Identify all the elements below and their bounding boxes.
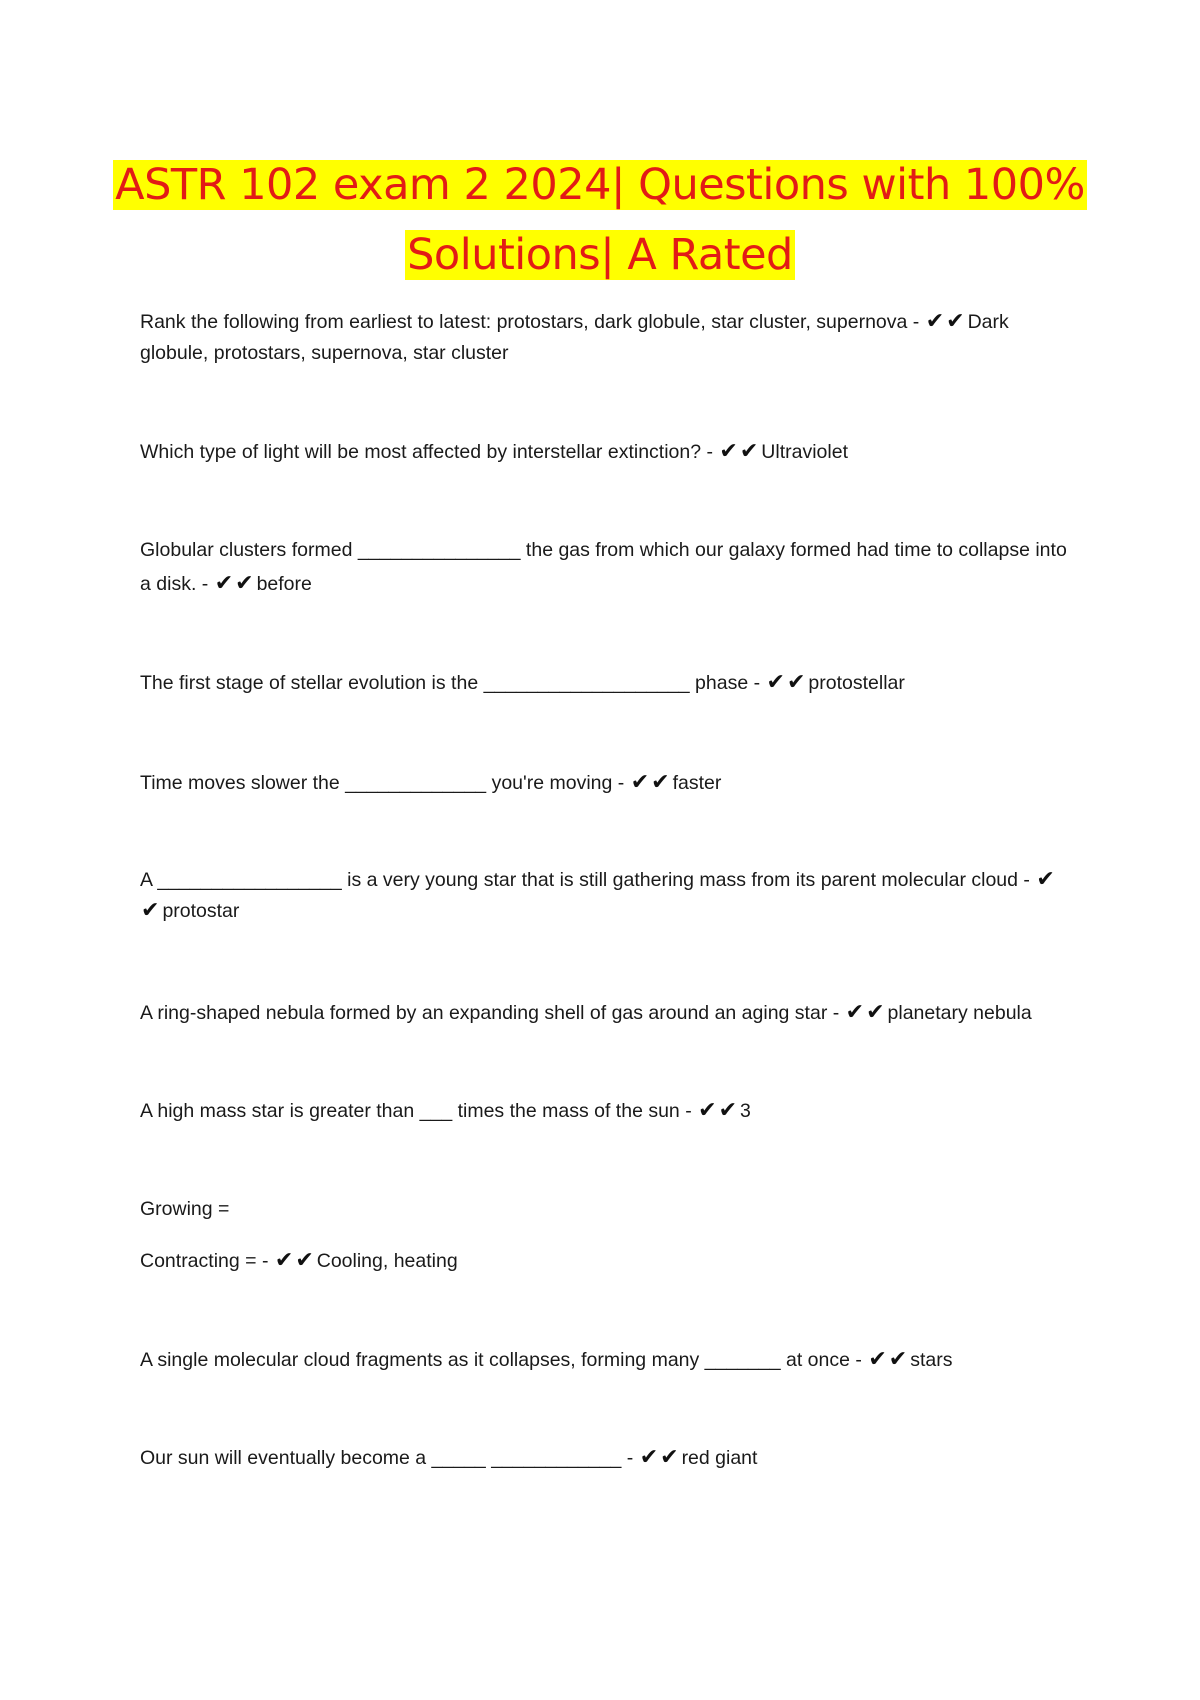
check-icon: ✔	[719, 439, 738, 464]
qa-item-5	[140, 768, 1070, 799]
check-icon: ✔	[739, 439, 759, 464]
qa-item-9-line-2	[140, 1246, 1070, 1277]
separator-dash: -	[701, 441, 719, 463]
document-title	[100, 150, 1100, 290]
check-icon: ✔	[295, 1248, 314, 1273]
qa-item-8	[140, 1096, 1070, 1127]
check-icon: ✔	[698, 1098, 717, 1123]
qa-item-4	[140, 668, 1070, 699]
answer-text: 3	[740, 1100, 751, 1122]
question-text-line-1: Growing =	[140, 1198, 230, 1220]
check-icon: ✔	[718, 1098, 737, 1123]
check-icon: ✔	[214, 571, 234, 596]
answer-text: Cooling, heating	[316, 1250, 458, 1272]
check-icon: ✔	[866, 1000, 885, 1025]
check-icon: ✔	[925, 309, 945, 334]
check-icon: ✔	[786, 670, 806, 695]
answer-text: Ultraviolet	[761, 441, 848, 463]
check-icon: ✔	[141, 898, 160, 923]
title-line-1: ASTR 102 exam 2 2024| Questions with 100%	[115, 160, 1085, 210]
check-icon: ✔	[845, 1000, 865, 1025]
qa-item-11	[140, 1443, 1070, 1474]
check-icon: ✔	[274, 1248, 294, 1273]
check-icon: ✔	[1036, 867, 1055, 892]
check-icon: ✔	[766, 670, 785, 695]
separator-dash: -	[748, 672, 766, 694]
separator-dash: -	[621, 1447, 639, 1469]
question-text: A _________________ is a very young star that is still gathering mass from its parent molecular cloud	[140, 869, 1018, 891]
check-icon: ✔	[630, 770, 650, 795]
check-icon: ✔	[888, 1347, 908, 1372]
check-icon: ✔	[639, 1445, 659, 1470]
answer-text: protostar	[162, 900, 240, 922]
qa-item-6	[140, 865, 1070, 927]
answer-text: red giant	[681, 1447, 758, 1469]
question-text: Time moves slower the _____________ you're moving	[140, 772, 613, 794]
answer-text: planetary nebula	[887, 1002, 1032, 1024]
qa-item-9	[140, 1194, 1070, 1225]
question-text: A single molecular cloud fragments as it collapses, forming many _______ at once	[140, 1349, 850, 1371]
separator-dash: -	[612, 772, 630, 794]
separator-dash: -	[256, 1250, 274, 1272]
question-text: Globular clusters formed _______________ the gas from which our galaxy formed had time to collapse into a disk.	[140, 539, 1067, 595]
question-text: A ring-shaped nebula formed by an expanding shell of gas around an aging star	[140, 1002, 828, 1024]
separator-dash: -	[679, 1100, 698, 1122]
separator-dash: -	[827, 1002, 845, 1024]
question-text: Which type of light will be most affected by interstellar extinction?	[140, 441, 702, 463]
answer-text: before	[256, 573, 312, 595]
question-text: Our sun will eventually become a _____ ____________	[140, 1447, 622, 1469]
separator-dash: -	[907, 311, 925, 333]
answer-text: faster	[672, 772, 722, 794]
question-text: Rank the following from earliest to latest: protostars, dark globule, star cluster, supernova	[140, 311, 908, 333]
qa-item-7	[140, 998, 1070, 1029]
check-icon: ✔	[651, 770, 670, 795]
question-text: The first stage of stellar evolution is the ___________________ phase	[140, 672, 749, 694]
qa-item-1	[140, 307, 1070, 369]
check-icon: ✔	[946, 309, 965, 334]
question-text: Contracting =	[140, 1250, 257, 1272]
answer-text: Dark globule, protostars, supernova, star cluster	[140, 311, 1009, 364]
qa-item-3	[140, 533, 1070, 601]
qa-item-2	[140, 437, 1070, 468]
question-text: A high mass star is greater than ___ times the mass of the sun	[140, 1100, 680, 1122]
answer-text: stars	[910, 1349, 953, 1371]
separator-dash: -	[1018, 869, 1036, 891]
separator-dash: -	[196, 573, 214, 595]
title-line-2: Solutions| A Rated	[407, 230, 793, 280]
qa-item-10	[140, 1345, 1070, 1376]
answer-text: protostellar	[808, 672, 905, 694]
check-icon: ✔	[235, 571, 254, 596]
check-icon: ✔	[868, 1347, 887, 1372]
check-icon: ✔	[660, 1445, 679, 1470]
separator-dash: -	[849, 1349, 868, 1371]
